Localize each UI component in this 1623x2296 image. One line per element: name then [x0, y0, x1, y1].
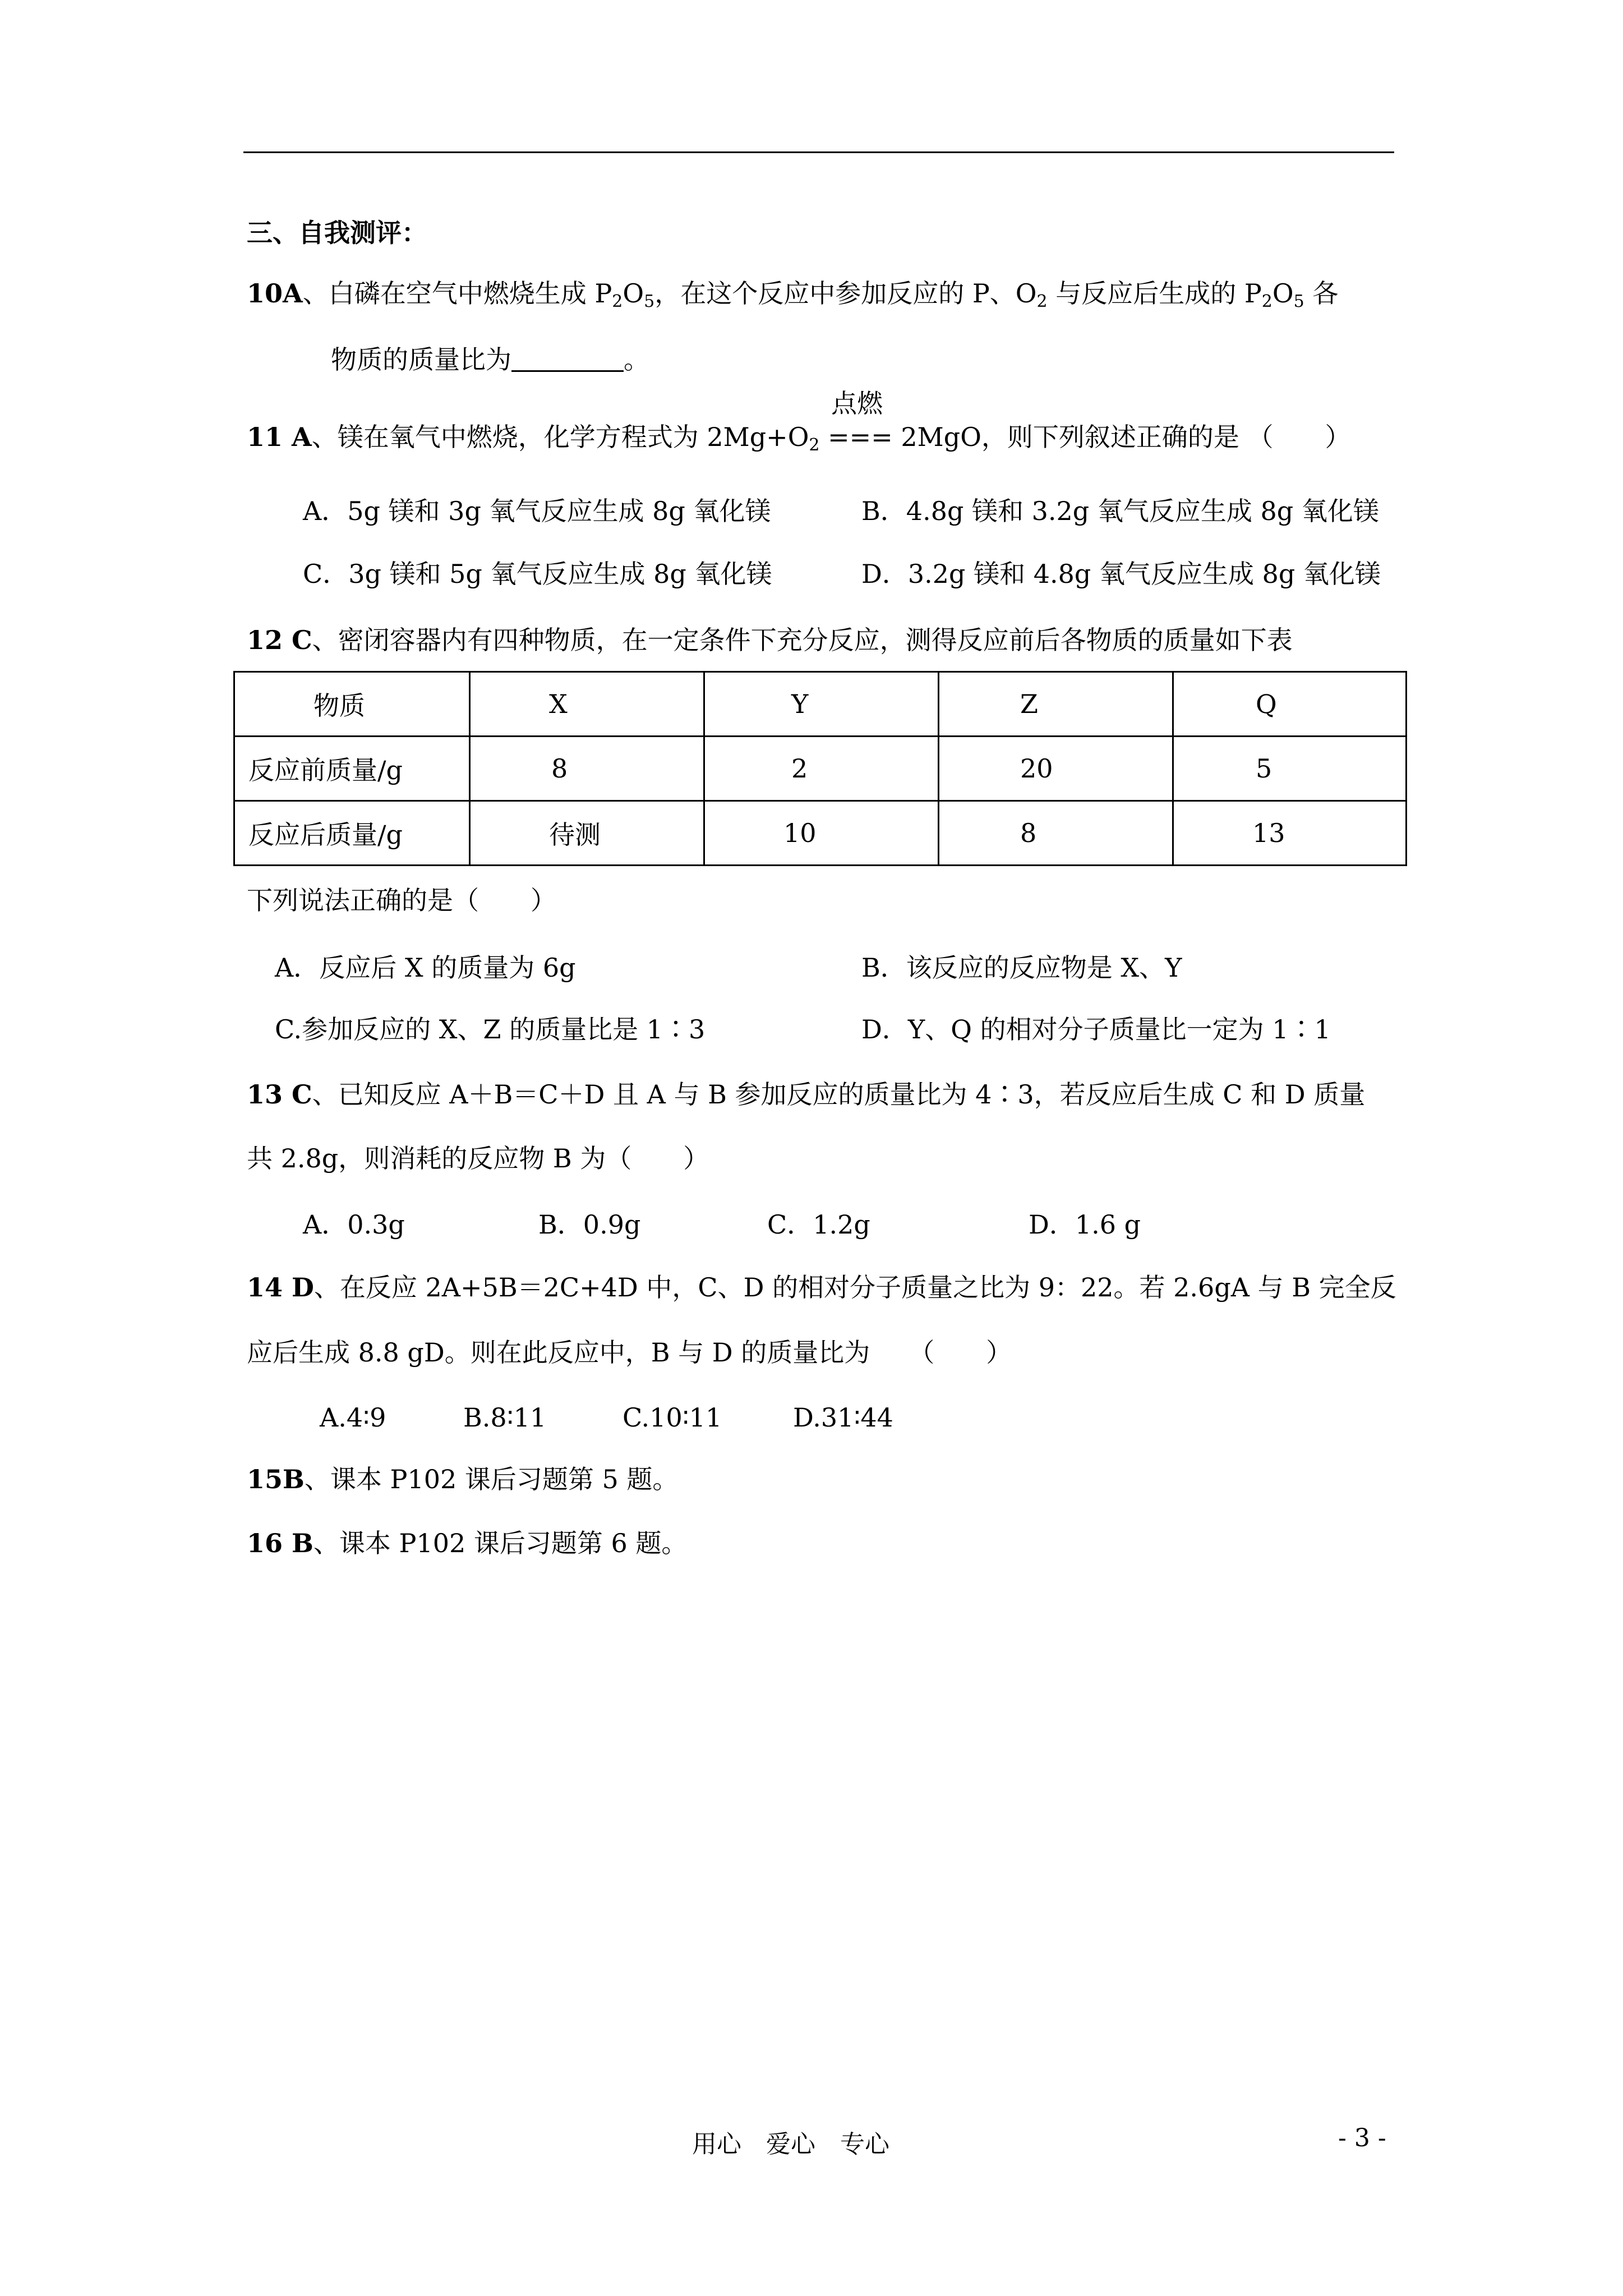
table-header-cell: Z — [939, 672, 1173, 737]
question-14: 14 D、在反应 2A+5B＝2C+4D 中，C、D 的相对分子质量之比为 9：22。若 2.6gA 与 B 完全反 — [247, 1272, 1396, 1303]
question-13-line-2: 共 2.8g，则消耗的反应物 B 为（ ） — [247, 1143, 709, 1174]
table-cell: 8 — [939, 801, 1173, 866]
q14-option-d: D.31∶44 — [793, 1402, 893, 1433]
table-header-cell: 物质 — [234, 672, 470, 737]
table-cell: 反应前质量/g — [234, 737, 470, 801]
table-header-cell: X — [470, 672, 704, 737]
mass-table — [233, 671, 1407, 866]
table-row — [234, 737, 1407, 801]
header-rule — [243, 151, 1394, 153]
table-cell: 2 — [704, 737, 939, 801]
q12-option-c: C.参加反应的 X、Z 的质量比是 1∶3 — [275, 1014, 706, 1045]
reaction-condition: 点燃 === — [828, 388, 893, 452]
q14-option-c: C.10∶11 — [623, 1402, 722, 1433]
question-10: 10A、白磷在空气中燃烧生成 $P_2O_5$，在这个反应中参加反应的 P、$O_2$ 与反应后生成的 $P_2O_5$ 各 — [247, 278, 1339, 311]
q13-option-c: C．1.2g — [767, 1209, 870, 1240]
q14-option-b: B.8∶11 — [463, 1402, 547, 1433]
q13-option-a: A．0.3g — [303, 1209, 405, 1240]
table-header-cell: Q — [1173, 672, 1407, 737]
question-12-prompt: 下列说法正确的是（ ） — [247, 885, 556, 915]
table-cell: 13 — [1173, 801, 1407, 866]
table-row — [234, 801, 1407, 866]
question-13: 13 C、已知反应 A＋B＝C＋D 且 A 与 B 参加反应的质量比为 4∶3，若反应后生成 C 和 D 质量 — [247, 1079, 1366, 1110]
q11-option-c: C．3g 镁和 5g 氧气反应生成 8g 氧化镁 — [303, 559, 772, 589]
question-10-line-2: 物质的质量比为 。 — [331, 344, 649, 375]
answer-blank[interactable] — [511, 348, 624, 372]
q12-option-a: A．反应后 X 的质量为 6g — [275, 953, 576, 983]
table-cell: 20 — [939, 737, 1173, 801]
question-12: 12 C、密闭容器内有四种物质，在一定条件下充分反应，测得反应前后各物质的质量如下表 — [247, 625, 1293, 655]
table-cell: 待测 — [470, 801, 704, 866]
q13-option-b: B．0.9g — [538, 1209, 641, 1240]
section-title: 三、自我测评： — [247, 218, 427, 248]
question-14-line-2: 应后生成 8.8 gD。则在此反应中，B 与 D 的质量比为 （ ） — [247, 1337, 1012, 1368]
table-cell: 5 — [1173, 737, 1407, 801]
q11-option-b: B．4.8g 镁和 3.2g 氧气反应生成 8g 氧化镁 — [861, 496, 1379, 526]
table-cell: 10 — [704, 801, 939, 866]
q11-option-a: A．5g 镁和 3g 氧气反应生成 8g 氧化镁 — [303, 496, 771, 526]
q14-option-a: A.4∶9 — [320, 1402, 386, 1433]
table-cell: 反应后质量/g — [234, 801, 470, 866]
q12-option-b: B．该反应的反应物是 X、Y — [861, 953, 1182, 983]
page-number: - 3 - — [1338, 2124, 1386, 2152]
question-16: 16 B、课本 P102 课后习题第 6 题。 — [247, 1528, 688, 1558]
table-cell: 8 — [470, 737, 704, 801]
table-header-row — [234, 672, 1407, 737]
question-11: 11 A、镁在氧气中燃烧，化学方程式为 $2Mg+O_2$ 点燃 === 2MgO，则下列叙述正确的是 （ ） — [247, 388, 1351, 455]
footer-motto: 用心 爱心 专心 — [692, 2130, 889, 2159]
question-15: 15B、课本 P102 课后习题第 5 题。 — [247, 1464, 679, 1494]
q11-option-d: D．3.2g 镁和 4.8g 氧气反应生成 8g 氧化镁 — [861, 559, 1381, 589]
q13-option-d: D．1.6 g — [1029, 1209, 1141, 1240]
table-header-cell: Y — [704, 672, 939, 737]
q12-option-d: D．Y、Q 的相对分子质量比一定为 1∶1 — [861, 1014, 1331, 1045]
